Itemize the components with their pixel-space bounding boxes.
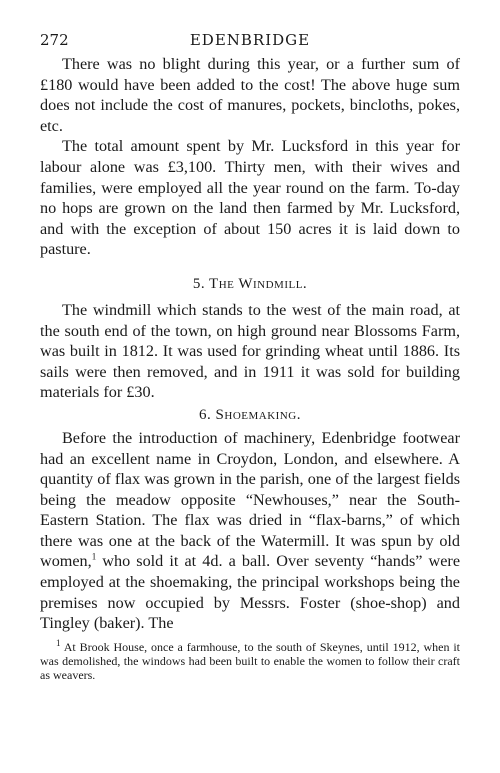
footnote-reference: 1	[91, 552, 97, 563]
running-head	[40, 30, 460, 54]
paragraph-shoemaking-part-2: who sold it at 4d. a ball. Over seventy “hands” were employed at the shoemaking, the principal workshops being the premises now occupied by Messrs. Foster (shoe-shop) and Tingley (baker). The	[40, 552, 460, 633]
paragraph-shoemaking-part-1: Before the introduction of machinery, Edenbridge footwear had an excellent name in Croydon, London, and elsewhere. A quantity of flax was grown in the parish, one of the largest fields being the meadow opposite “Newhouses,” near the South-Eastern Station. The flax was dried in “flax-barns,” of which there was one at the back of the Watermill. It was spun by old women,	[40, 428, 460, 571]
paragraph-shoemaking	[40, 428, 460, 634]
section-heading-windmill: 5. The Windmill.	[192, 275, 308, 292]
footnote	[40, 637, 460, 682]
running-title: EDENBRIDGE	[189, 31, 311, 49]
footnote-text: At Brook House, once a farmhouse, to the south of Skeynes, until 1912, when it was demolished, the windows had been built to enable the women to follow their craft as weavers.	[40, 639, 460, 682]
footnote-mark: 1	[56, 637, 61, 648]
section-heading-shoemaking: 6. Shoemaking.	[199, 406, 301, 423]
paragraph-windmill: The windmill which stands to the west of the main road, at the south end of the town, on high ground near Blossoms Farm, was built in 1812. It was used for grinding wheat until 1886. Its sails were then removed, and in 1911 it was sold for building materials for £30.	[40, 300, 460, 402]
paragraph-blight: There was no blight during this year, or a further sum of £180 would have been added to the cost! The above huge sum does not include the cost of manures, pockets, bincloths, pokes, etc.	[40, 55, 460, 135]
page-number: 272	[40, 31, 69, 49]
book-page	[40, 30, 460, 682]
paragraph-labour: The total amount spent by Mr. Lucksford in this year for labour alone was £3,100. Thirty men, with their wives and families, were employed all the year round on the farm. To-day no hops are grown on the land then farmed by Mr. Lucksford, and with the exception of about 150 acres it is laid down to pasture.	[40, 137, 460, 259]
